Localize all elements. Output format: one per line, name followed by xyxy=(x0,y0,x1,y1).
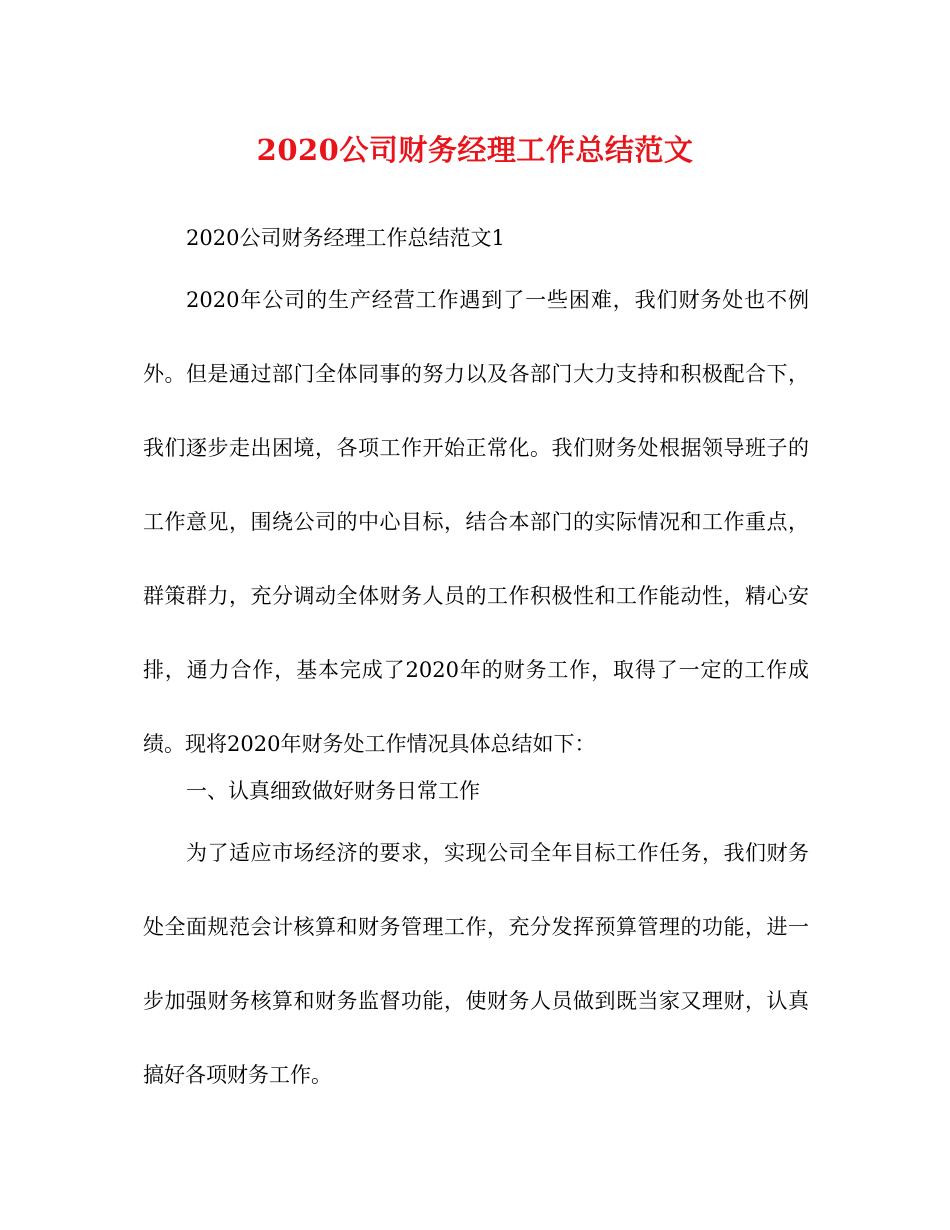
paragraph-section-1: 为了适应市场经济的要求，实现公司全年目标工作任务，我们财务处全面规范会计核算和财务管理工作，充分发挥预算管理的功能，进一步加强财务核算和财务监督功能，使财务人员做到既当家又理财，认真搞好各项财务工作。 xyxy=(143,841,809,1087)
section-heading-1: 一、认真细致做好财务日常工作 xyxy=(186,779,480,803)
document-subtitle: 2020公司财务经理工作总结范文1 xyxy=(186,226,505,250)
document-title: 2020公司财务经理工作总结范文 xyxy=(256,133,694,167)
paragraph-intro: 2020年公司的生产经营工作遇到了一些困难，我们财务处也不例外。但是通过部门全体同事的努力以及各部门大力支持和积极配合下，我们逐步走出困境，各项工作开始正常化。我们财务处根据领导班子的工作意见，围绕公司的中心目标，结合本部门的实际情况和工作重点，群策群力，充分调动全体财务人员的工作积极性和工作能动性，精心安排，通力合作，基本完成了2020年的财务工作，取得了一定的工作成绩。现将2020年财务处工作情况具体总结如下： xyxy=(143,288,809,756)
